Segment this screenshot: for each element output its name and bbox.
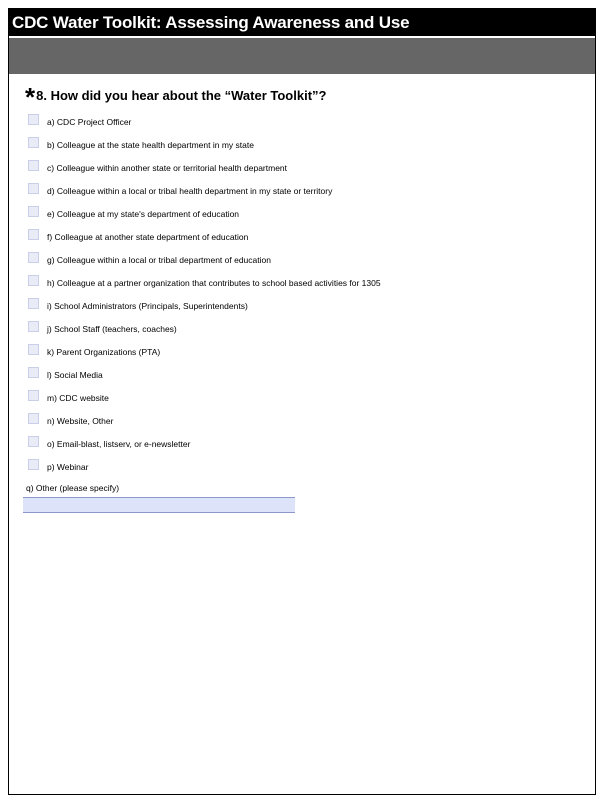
option-checkbox[interactable] [28,114,39,125]
option-row[interactable] [28,271,588,294]
option-row[interactable] [28,133,588,156]
option-row[interactable] [28,363,588,386]
option-label: l) Social Media [47,369,103,380]
option-row[interactable] [28,455,588,478]
option-label: n) Website, Other [47,415,114,426]
option-checkbox[interactable] [28,298,39,309]
required-asterisk-icon: * [25,82,36,112]
option-label: e) Colleague at my state's department of education [47,208,240,219]
option-label: g) Colleague within a local or tribal department of education [47,254,271,265]
option-checkbox[interactable] [28,413,39,424]
survey-page [8,8,596,795]
option-checkbox[interactable] [28,344,39,355]
option-label: c) Colleague within another state or territorial health department [47,162,288,173]
option-row[interactable] [28,202,588,225]
option-checkbox[interactable] [28,206,39,217]
option-row[interactable] [28,386,588,409]
option-label: f) Colleague at another state department of education [47,231,249,242]
other-specify-input[interactable] [23,497,295,513]
option-checkbox[interactable] [28,137,39,148]
option-checkbox[interactable] [28,183,39,194]
option-row[interactable] [28,179,588,202]
option-row[interactable] [28,248,588,271]
option-label: d) Colleague within a local or tribal health department in my state or territory [47,185,333,196]
question-heading [25,82,327,112]
page-title: CDC Water Toolkit: Assessing Awareness and Use [9,9,595,36]
option-checkbox[interactable] [28,321,39,332]
option-label: o) Email-blast, listserv, or e-newsletter [47,438,191,449]
option-label: k) Parent Organizations (PTA) [47,346,161,357]
option-checkbox[interactable] [28,436,39,447]
progress-band [9,37,595,74]
option-checkbox[interactable] [28,229,39,240]
option-label: j) School Staff (teachers, coaches) [47,323,177,334]
option-label: h) Colleague at a partner organization that contributes to school based activities for 1305 [47,277,381,288]
options-list [28,110,588,478]
option-label: i) School Administrators (Principals, Superintendents) [47,300,248,311]
option-checkbox[interactable] [28,252,39,263]
option-checkbox[interactable] [28,367,39,378]
option-checkbox[interactable] [28,160,39,171]
option-label: a) CDC Project Officer [47,116,132,127]
option-row[interactable] [28,110,588,133]
option-label: m) CDC website [47,392,109,403]
other-label: q) Other (please specify) [26,483,120,493]
question-text: 8. How did you hear about the “Water Toolkit”? [36,88,327,103]
option-label: b) Colleague at the state health department in my state [47,139,254,150]
option-row[interactable] [28,317,588,340]
option-row[interactable] [28,340,588,363]
option-row[interactable] [28,225,588,248]
option-checkbox[interactable] [28,459,39,470]
option-row[interactable] [28,156,588,179]
option-checkbox[interactable] [28,390,39,401]
option-row[interactable] [28,294,588,317]
option-checkbox[interactable] [28,275,39,286]
option-label: p) Webinar [47,461,89,472]
option-row[interactable] [28,409,588,432]
option-row[interactable] [28,432,588,455]
